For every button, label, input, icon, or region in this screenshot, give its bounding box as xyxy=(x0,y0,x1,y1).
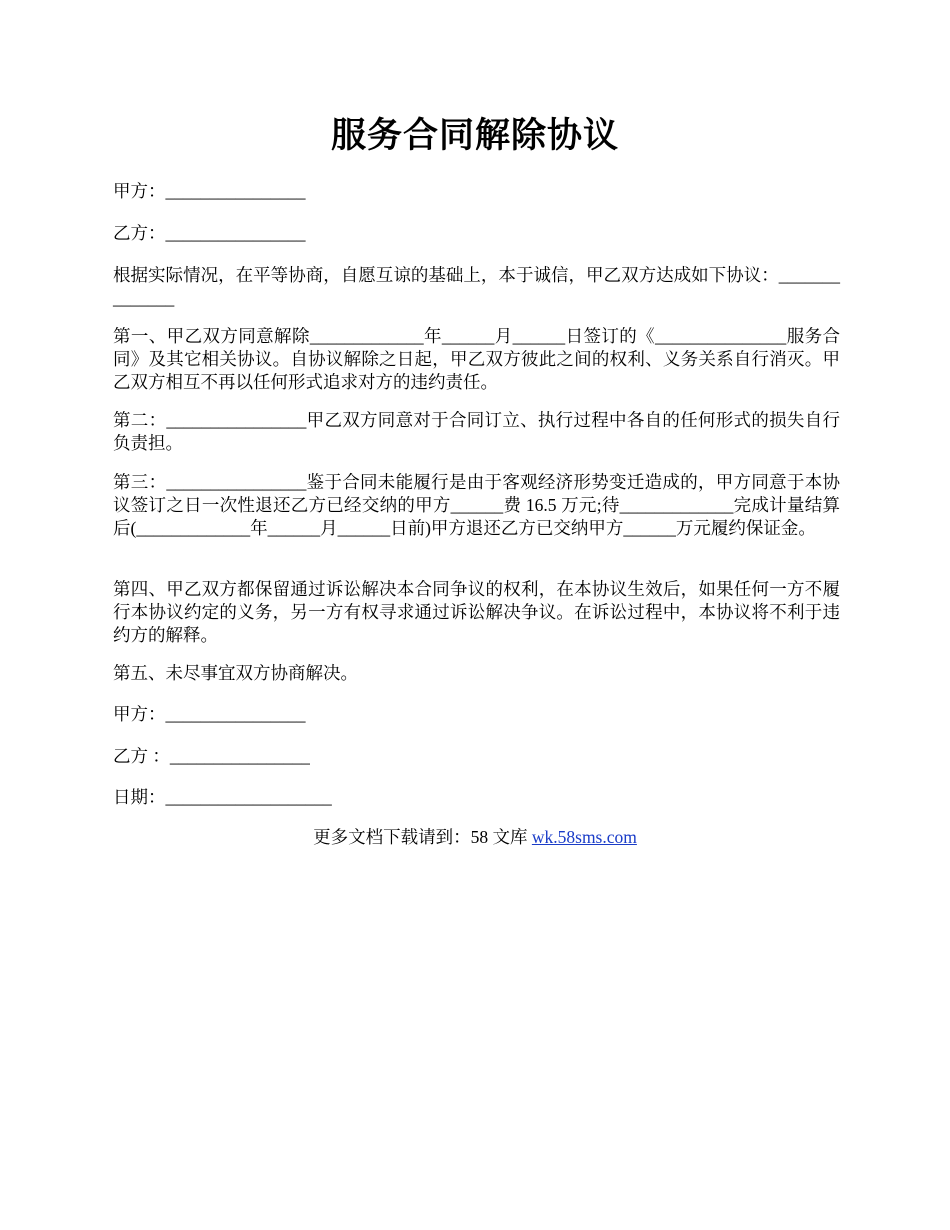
clause-5: 第五、未尽事宜双方协商解决。 xyxy=(113,663,358,683)
footer xyxy=(0,826,950,849)
signature-party-b: 乙方 ：________________ xyxy=(113,746,310,766)
clause-4: 第四、甲乙双方都保留通过诉讼解决本合同争议的权利，在本协议生效后，如果任何一方不履行本协议约定的义务，另一方有权寻求通过诉讼解决争议。在诉讼过程中，本协议将不利于违约方的解释。 xyxy=(113,579,840,645)
party-b-line: 乙方：________________ xyxy=(113,223,306,243)
clause-1: 第一、甲乙双方同意解除_____________年______月______日签订的《_______________服务合同》及其它相关协议。自协议解除之日起，甲乙双方彼此之间的权利、义务关系自行消灭。甲乙双方相互不再以任何形式追求对方的违约责任。 xyxy=(113,326,840,392)
party-a-line: 甲方：________________ xyxy=(113,181,306,201)
intro-paragraph: 根据实际情况，在平等协商，自愿互谅的基础上，本于诚信，甲乙双方达成如下协议：______________ xyxy=(113,265,840,308)
signature-date: 日期：___________________ xyxy=(113,787,332,807)
document-title: 服务合同解除协议 xyxy=(330,116,619,155)
footer-link[interactable]: wk.58sms.com xyxy=(531,827,637,847)
footer-prefix: 更多文档下载请到：58 文库 xyxy=(313,827,532,847)
clause-3: 第三：________________鉴于合同未能履行是由于客观经济形势变迁造成的，甲方同意于本协议签订之日一次性退还乙方已经交纳的甲方______费 16.5 万元;待_____________完成计量结算后(_____________年______月______日前)甲方退还乙方已交纳甲方______万元履约保证金。 xyxy=(113,472,840,538)
signature-party-a: 甲方：________________ xyxy=(113,704,306,724)
clause-2: 第二：________________甲乙双方同意对于合同订立、执行过程中各自的任何形式的损失自行负责担。 xyxy=(113,410,840,453)
